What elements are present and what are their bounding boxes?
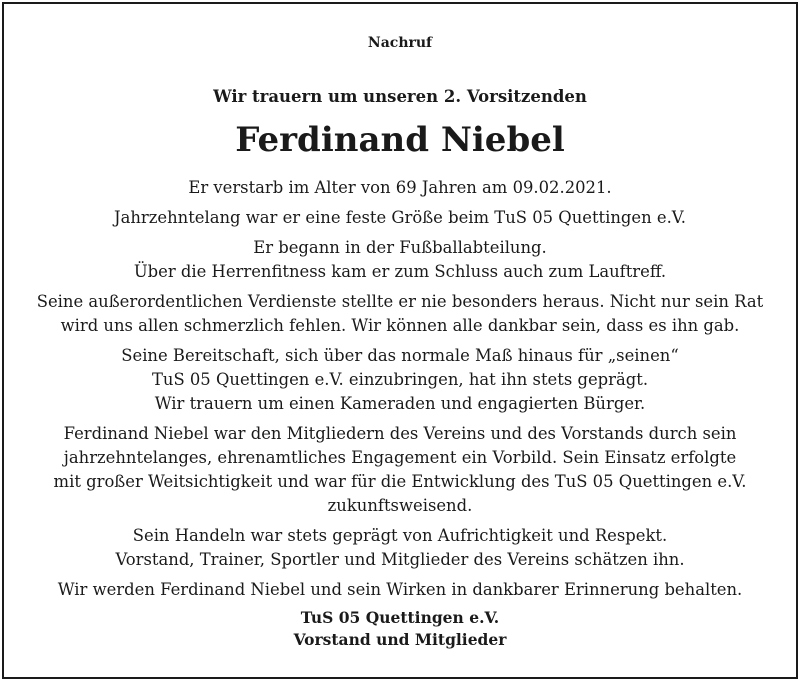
paragraph-role-model: [20, 422, 780, 518]
notice-kicker: Nachruf: [367, 35, 433, 51]
paragraph-respect: [20, 524, 780, 572]
body-line: Vorstand, Trainer, Sportler und Mitglieder des Vereins schätzen ihn.: [115, 550, 685, 569]
body-line: TuS 05 Quettingen e.V. einzubringen, hat ihn stets geprägt.: [151, 370, 649, 389]
signature-block: [0, 607, 800, 651]
paragraph-membership: [20, 206, 780, 230]
paragraph-career: [20, 236, 780, 284]
body-line: Ferdinand Niebel war den Mitgliedern des Vereins und des Vorstands durch sein: [63, 424, 737, 443]
body-line: wird uns allen schmerzlich fehlen. Wir können alle dankbar sein, dass es ihn gab.: [60, 316, 740, 335]
body-line: Er begann in der Fußballabteilung.: [253, 238, 547, 257]
notice-subtitle: Wir trauern um unseren 2. Vorsitzenden: [213, 87, 587, 106]
deceased-name: Ferdinand Niebel: [235, 120, 565, 160]
body-line: Seine Bereitschaft, sich über das normale Maß hinaus für „seinen“: [121, 346, 679, 365]
body-line: Er verstarb im Alter von 69 Jahren am 09.02.2021.: [188, 178, 612, 197]
paragraph-merits: [20, 290, 780, 338]
body-line: mit großer Weitsichtigkeit und war für die Entwicklung des TuS 05 Quettingen e.V.: [53, 472, 747, 491]
signature-club: TuS 05 Quettingen e.V.: [300, 608, 500, 627]
body-line: Wir trauern um einen Kameraden und engagierten Bürger.: [154, 394, 646, 413]
body-line: Jahrzehntelang war er eine feste Größe beim TuS 05 Quettingen e.V.: [114, 208, 686, 227]
body-line: jahrzehntelanges, ehrenamtliches Engagement ein Vorbild. Sein Einsatz erfolgte: [63, 448, 737, 467]
obituary-body: [20, 176, 780, 608]
paragraph-death-notice: [20, 176, 780, 200]
signature-members: Vorstand und Mitglieder: [293, 630, 507, 649]
paragraph-commitment: [20, 344, 780, 416]
body-line: Seine außerordentlichen Verdienste stellte er nie besonders heraus. Nicht nur sein Rat: [36, 292, 764, 311]
body-line: Über die Herrenfitness kam er zum Schluss auch zum Lauftreff.: [133, 262, 667, 281]
paragraph-remembrance: [20, 578, 780, 602]
body-line: Sein Handeln war stets geprägt von Aufrichtigkeit und Respekt.: [132, 526, 668, 545]
body-line: Wir werden Ferdinand Niebel und sein Wirken in dankbarer Erinnerung behalten.: [57, 580, 743, 599]
body-line: zukunftsweisend.: [327, 496, 473, 515]
